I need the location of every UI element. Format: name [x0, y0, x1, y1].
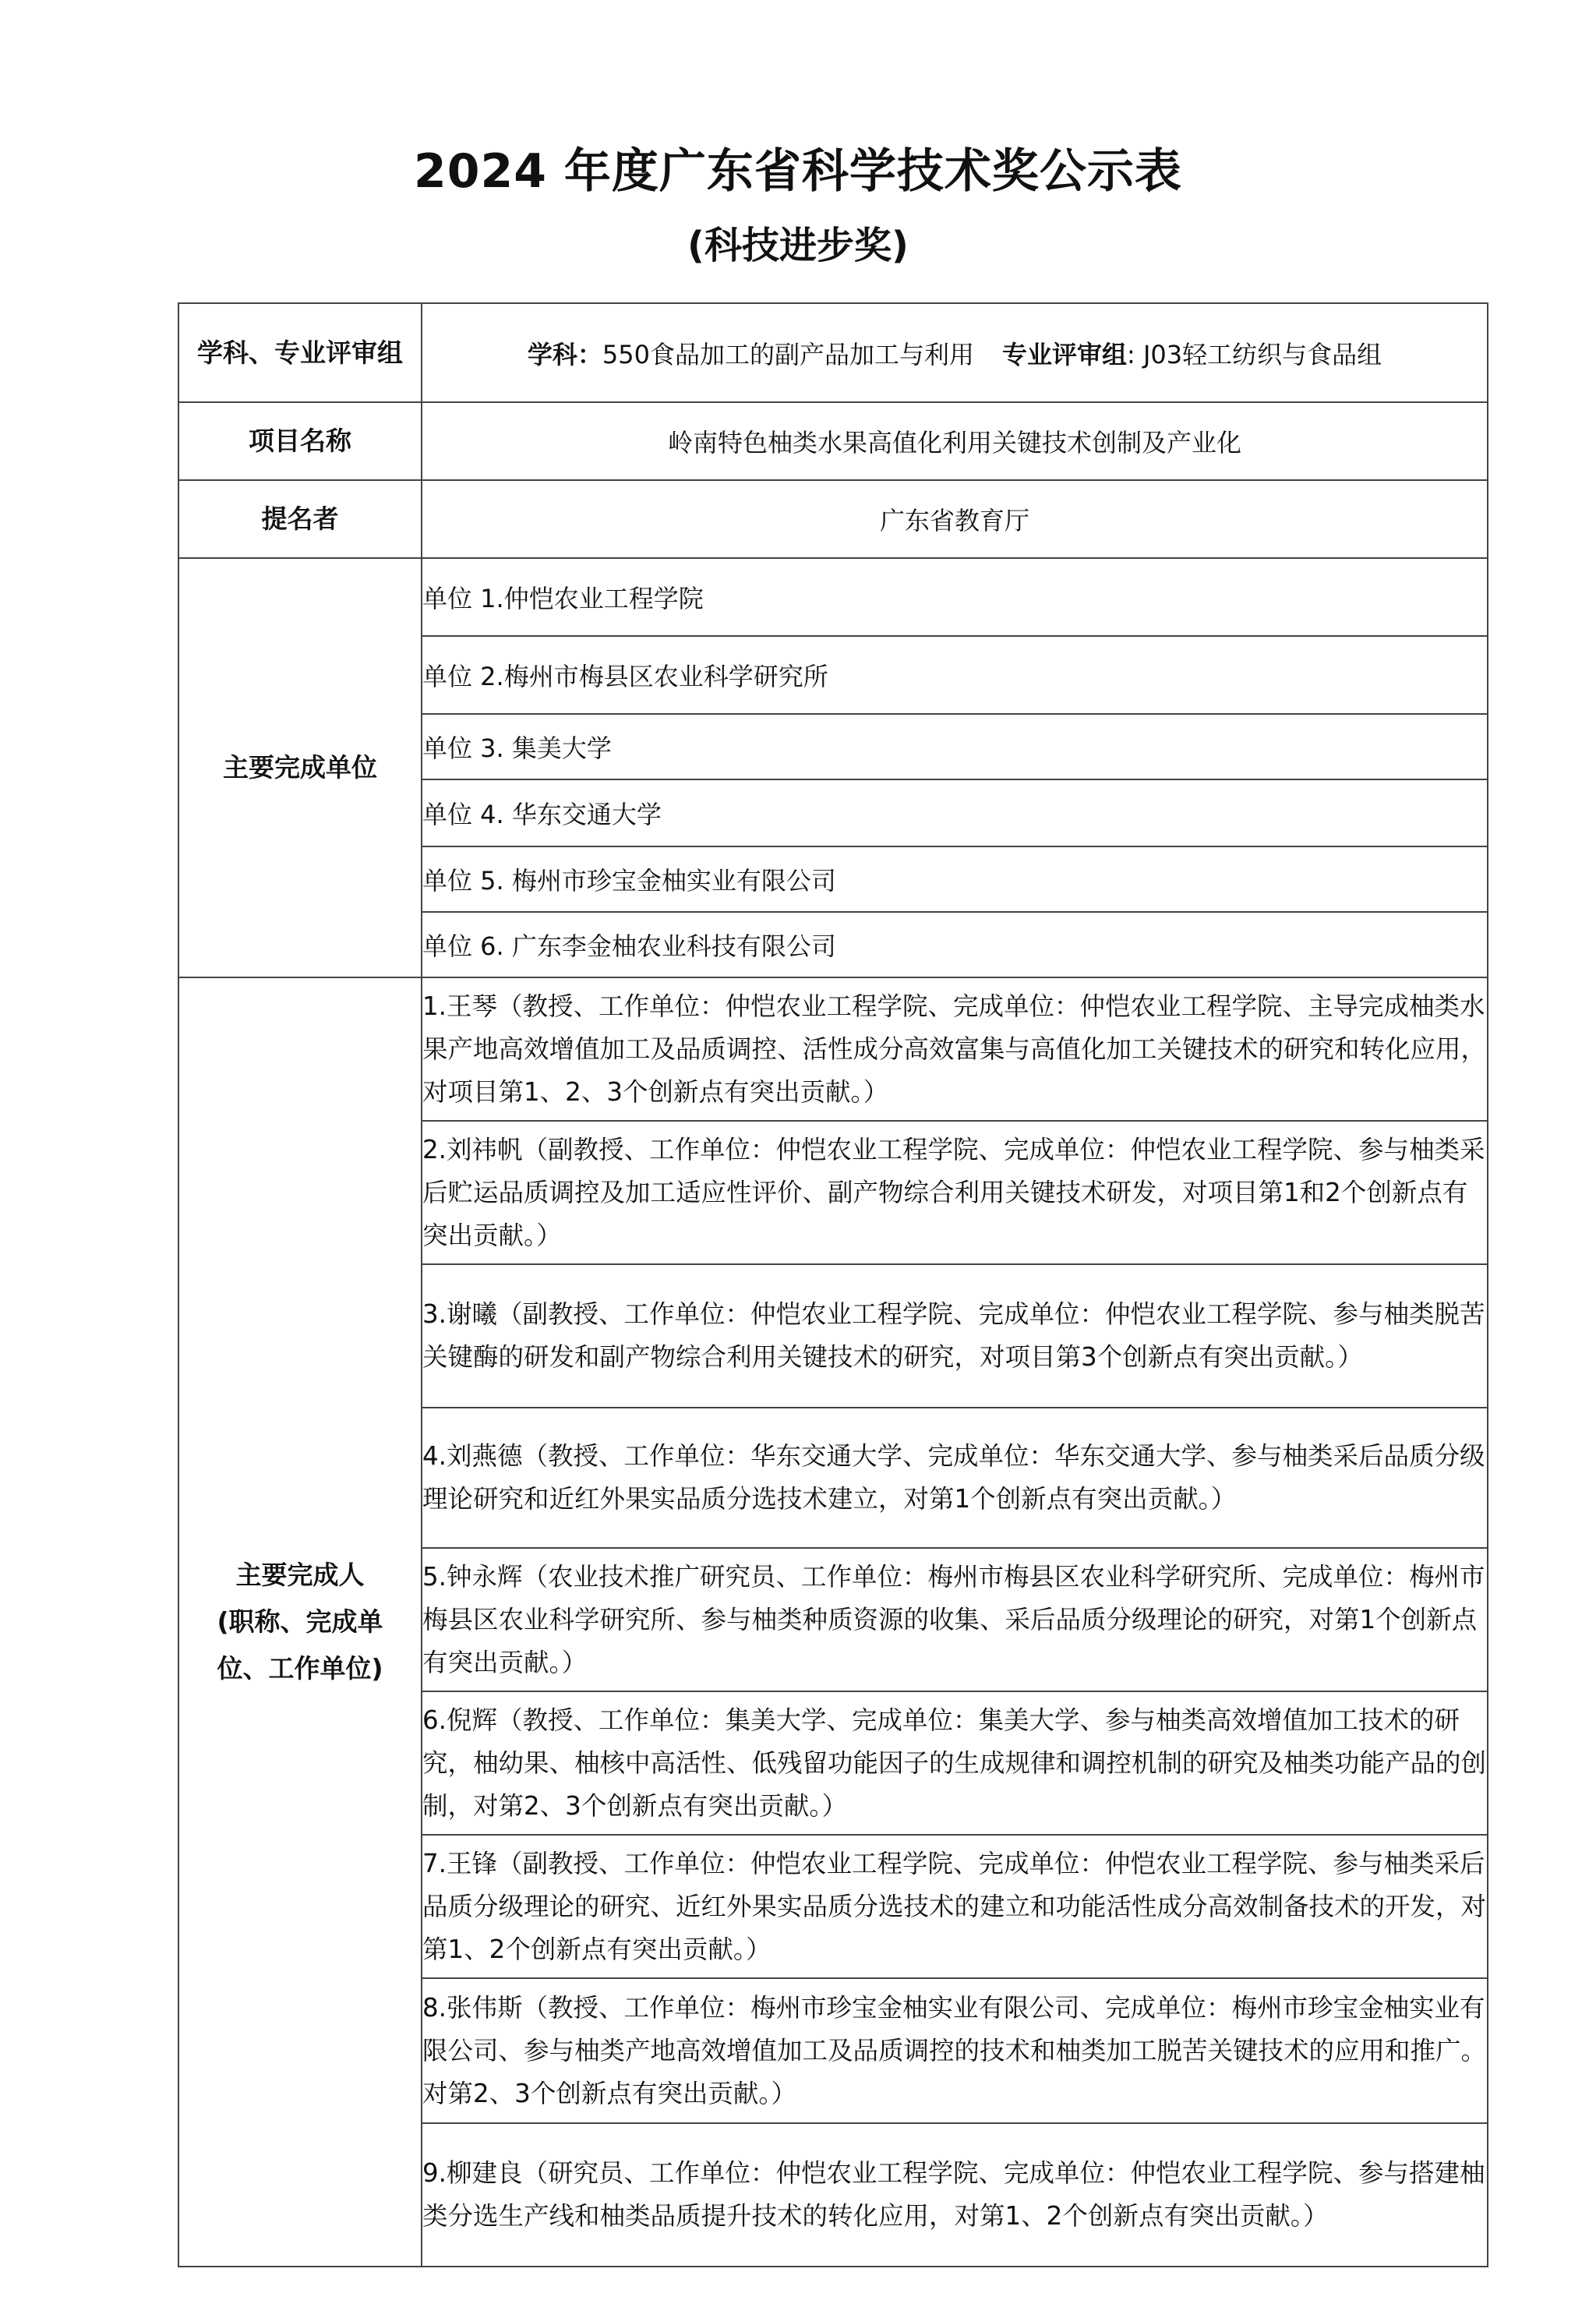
discipline-value — [422, 303, 1488, 402]
discipline-row — [178, 303, 1488, 402]
unit-item: 单位 3. 集美大学 — [422, 714, 1488, 779]
project-value: 岭南特色柚类水果高值化利用关键技术创制及产业化 — [422, 402, 1488, 480]
units-label: 主要完成单位 — [178, 558, 422, 977]
person-item: 9.柳建良（研究员、工作单位：仲恺农业工程学院、完成单位：仲恺农业工程学院、参与搭建柚类分选生产线和柚类品质提升技术的转化应用，对第1、2个创新点有突出贡献。） — [422, 2123, 1488, 2267]
person-item: 4.刘燕德（教授、工作单位：华东交通大学、完成单位：华东交通大学、参与柚类采后品质分级理论研究和近红外果实品质分选技术建立，对第1个创新点有突出贡献。） — [422, 1408, 1488, 1548]
nominator-row — [178, 480, 1488, 558]
unit-item: 单位 4. 华东交通大学 — [422, 779, 1488, 846]
person-item: 7.王锋（副教授、工作单位：仲恺农业工程学院、完成单位：仲恺农业工程学院、参与柚类采后品质分级理论的研究、近红外果实品质分选技术的建立和功能活性成分高效制备技术的开发，对第1、2个创新点有突出贡献。） — [422, 1835, 1488, 1978]
project-row — [178, 402, 1488, 480]
review-group-value: : J03轻工纺织与食品组 — [1127, 339, 1382, 369]
unit-item: 单位 2.梅州市梅县区农业科学研究所 — [422, 636, 1488, 714]
review-group-key: 专业评审组 — [1001, 339, 1127, 369]
person-item: 8.张伟斯（教授、工作单位：梅州市珍宝金柚实业有限公司、完成单位：梅州市珍宝金柚实业有限公司、参与柚类产地高效增值加工及品质调控的技术和柚类加工脱苦关键技术的应用和推广。对第2、3个创新点有突出贡献。） — [422, 1978, 1488, 2123]
subject-value: 550食品加工的副产品加工与利用 — [602, 339, 974, 369]
nominator-label: 提名者 — [178, 480, 422, 558]
person-item: 3.谢曦（副教授、工作单位：仲恺农业工程学院、完成单位：仲恺农业工程学院、参与柚类脱苦关键酶的研发和副产物综合利用关键技术的研究，对项目第3个创新点有突出贡献。） — [422, 1264, 1488, 1408]
award-table — [178, 302, 1488, 2267]
person-item: 6.倪辉（教授、工作单位：集美大学、完成单位：集美大学、参与柚类高效增值加工技术的研究，柚幼果、柚核中高活性、低残留功能因子的生成规律和调控机制的研究及柚类功能产品的创制，对第2、3个创新点有突出贡献。） — [422, 1691, 1488, 1835]
persons-label-line: 位、工作单位) — [217, 1653, 383, 1684]
subject-key: 学科： — [527, 339, 602, 369]
person-item: 2.刘祎帆（副教授、工作单位：仲恺农业工程学院、完成单位：仲恺农业工程学院、参与柚类采后贮运品质调控及加工适应性评价、副产物综合利用关键技术研发，对项目第1和2个创新点有突出贡献。） — [422, 1121, 1488, 1264]
person-item: 5.钟永辉（农业技术推广研究员、工作单位：梅州市梅县区农业科学研究所、完成单位：梅州市梅县区农业科学研究所、参与柚类种质资源的收集、采后品质分级理论的研究，对第1个创新点有突出贡献。） — [422, 1548, 1488, 1691]
persons-label — [178, 977, 422, 2267]
unit-row — [178, 558, 1488, 636]
project-label: 项目名称 — [178, 402, 422, 480]
persons-label-line: 主要完成人 — [235, 1560, 365, 1590]
page-title: 2024 年度广东省科学技术奖公示表 — [414, 144, 1182, 199]
unit-item: 单位 6. 广东李金柚农业科技有限公司 — [422, 912, 1488, 977]
person-item: 1.王琴（教授、工作单位：仲恺农业工程学院、完成单位：仲恺农业工程学院、主导完成柚类水果产地高效增值加工及品质调控、活性成分高效富集与高值化加工关键技术的研究和转化应用，对项目第1、2、3个创新点有突出贡献。） — [422, 977, 1488, 1121]
page-subtitle: (科技进步奖) — [687, 224, 909, 267]
unit-item: 单位 5. 梅州市珍宝金柚实业有限公司 — [422, 846, 1488, 912]
persons-label-line: (职称、完成单 — [217, 1606, 383, 1637]
person-row — [178, 977, 1488, 1121]
unit-item: 单位 1.仲恺农业工程学院 — [422, 558, 1488, 636]
nominator-value: 广东省教育厅 — [422, 480, 1488, 558]
discipline-label: 学科、专业评审组 — [178, 303, 422, 402]
